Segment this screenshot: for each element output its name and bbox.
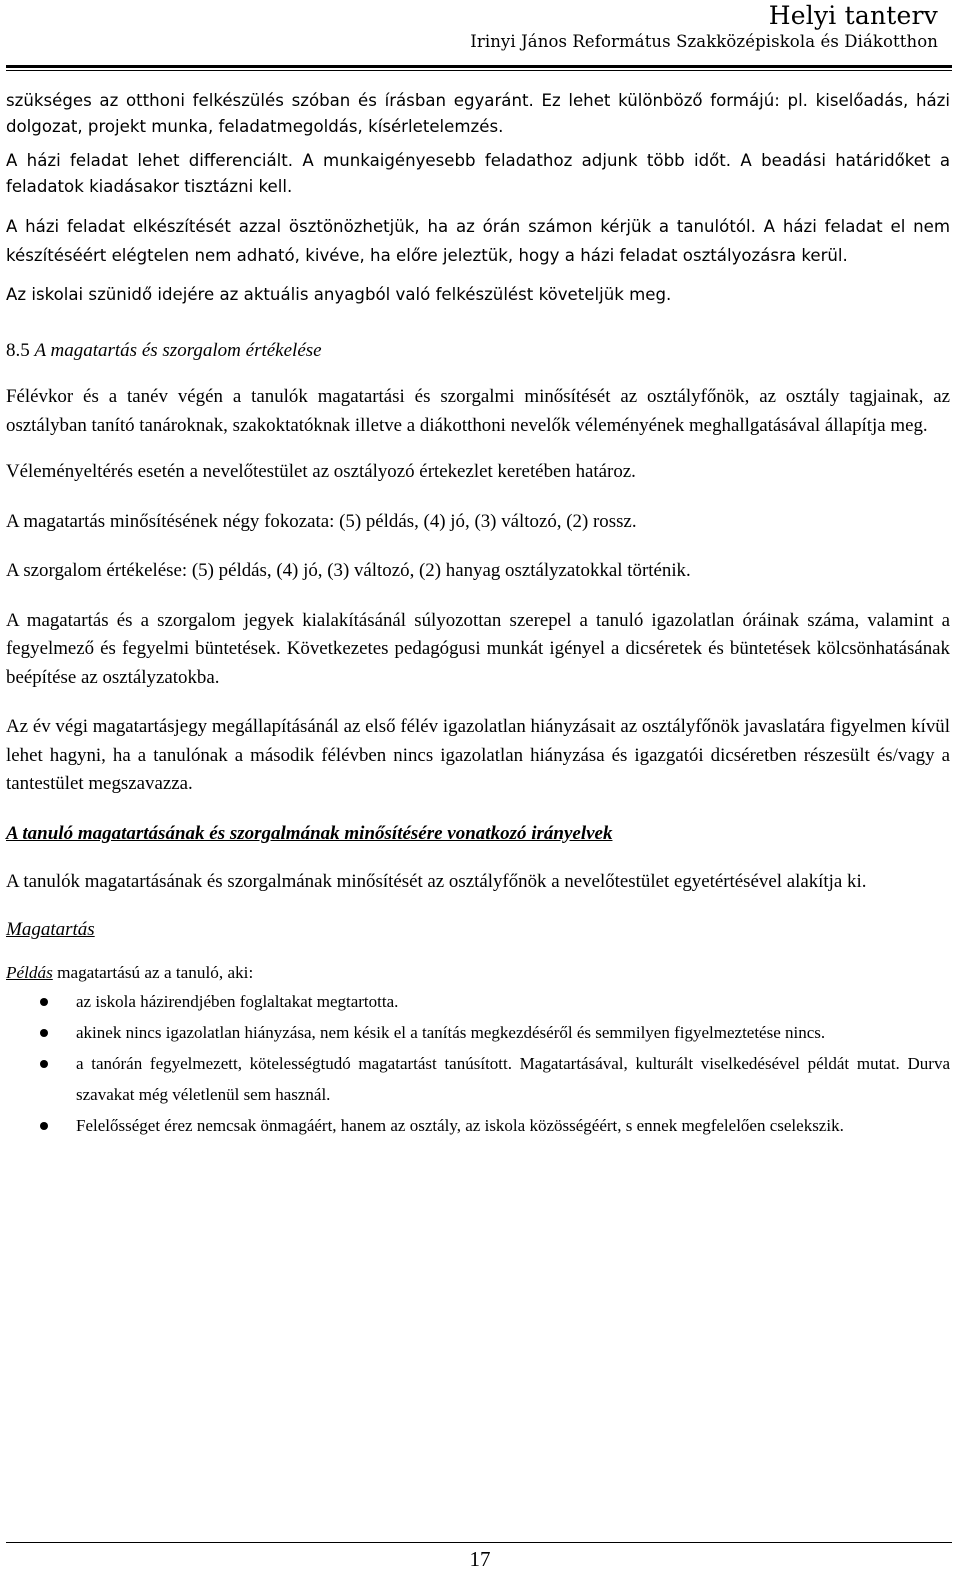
bullet-icon [40, 1060, 48, 1068]
homework-block [6, 88, 950, 308]
list-item-text: Felelősséget érez nemcsak önmagáért, hanem az osztály, az iskola közösségéért, s ennek megfelelően cselekszik. [76, 1116, 844, 1135]
magatartas-criteria-list [6, 986, 950, 1141]
bullet-icon [40, 1029, 48, 1037]
footer-divider [6, 1542, 952, 1543]
bullet-icon [40, 998, 48, 1006]
paragraph-evaluation-6: Az év végi magatartásjegy megállapításánál az első félév igazolatlan hiányzásait az osztályfőnök javaslatára figyelmen kívül lehet hagyni, ha a tanulónak a második félévben nincs igazolatlan hiányzása és igazgatói dicséretben részesült és/vagy a tantestület megszavazza. [6, 716, 950, 794]
paragraph-homework-2: A házi feladat lehet differenciált. A munkaigényesebb feladathoz adjunk több időt. A beadási határidőket a feladatok kiadásakor tisztázni kell. [6, 151, 950, 196]
page-number: 17 [469, 1547, 491, 1571]
bullet-icon [40, 1122, 48, 1130]
paragraph-evaluation-5: A magatartás és a szorgalom jegyek kialakításánál súlyozottan szerepel a tanuló igazolatlan óráinak száma, valamint a fegyelmező és fegyelmi büntetések. Következetes pedagógusi munkát igényel a dicséretek és büntetések kölcsönhatásának beépítése az osztályzatokba. [6, 609, 950, 688]
magatartas-lead-rest: magatartású az a tanuló, aki: [52, 963, 254, 982]
paragraph-evaluation-4: A szorgalom értékelése: (5) példás, (4) jó, (3) változó, (2) hanyag osztályzatokkal történik. [6, 560, 691, 581]
paragraph-evaluation-2: Véleményeltérés esetén a nevelőtestület az osztályozó értekezlet keretében határoz. [6, 461, 636, 482]
header-divider-thick [6, 65, 952, 68]
paragraph-evaluation-1: Félévkor és a tanév végén a tanulók magatartási és szorgalmi minősítését az osztályfőnök, az osztály tagjainak, az osztályban tanító tanároknak, szakoktatóknak illetve a diákotthoni nevelők véleményének meghallgatásával állapítja meg. [6, 386, 950, 436]
list-item [6, 1110, 950, 1141]
section-number: 8.5 [6, 340, 30, 361]
paragraph-evaluation-3: A magatartás minősítésének négy fokozata: (5) példás, (4) jó, (3) változó, (2) rossz. [6, 510, 637, 532]
magatartas-heading: Magatartás [6, 919, 95, 940]
section-title: A magatartás és szorgalom értékelése [34, 340, 322, 361]
list-item [6, 986, 950, 1017]
list-item-text: akinek nincs igazolatlan hiányzása, nem késik el a tanítás megkezdéséről és semmilyen figyelmeztetése nincs. [76, 1023, 826, 1042]
paragraph-homework-1: szükséges az otthoni felkészülés szóban és írásban egyaránt. Ez lehet különböző formájú: pl. kiselőadás, házi dolgozat, projekt munka, feladatmegoldás, kísérletelemzés. [6, 91, 950, 136]
list-item-text: az iskola házirendjében foglaltakat megtartotta. [76, 992, 399, 1011]
magatartas-lead [6, 960, 950, 986]
list-item-text: a tanórán fegyelmezett, kötelességtudó magatartást tanúsított. Magatartásával, kulturált viselkedésével példát mutat. Durva szavakat még véletlenül sem használ. [76, 1054, 950, 1104]
section-heading [6, 338, 950, 364]
magatartas-lead-term: Példás [6, 963, 53, 982]
list-item [6, 1048, 950, 1110]
list-item [6, 1017, 950, 1048]
page-content [6, 84, 950, 1141]
guidelines-heading: A tanuló magatartásának és szorgalmának minősítésére vonatkozó irányelvek [6, 822, 613, 844]
paragraph-homework-4: Az iskolai szünidő idejére az aktuális anyagból való felkészülést követeljük meg. [6, 285, 672, 304]
guidelines-intro: A tanulók magatartásának és szorgalmának minősítését az osztályfőnök a nevelőtestület egyetértésével alakítja ki. [6, 870, 867, 892]
header-subtitle: Irinyi János Református Szakközépiskola és Diákotthon [470, 32, 938, 51]
header-title: Helyi tanterv [768, 1, 938, 30]
header-divider-thin [6, 70, 952, 71]
paragraph-homework-3: A házi feladat elkészítését azzal ösztönözhetjük, ha az órán számon kérjük a tanulótól. A házi feladat el nem készítéséért elégtelen nem adható, kivéve, ha előre jeleztük, hogy a házi feladat osztályozásra kerül. [6, 217, 950, 265]
page-header [470, 0, 938, 53]
